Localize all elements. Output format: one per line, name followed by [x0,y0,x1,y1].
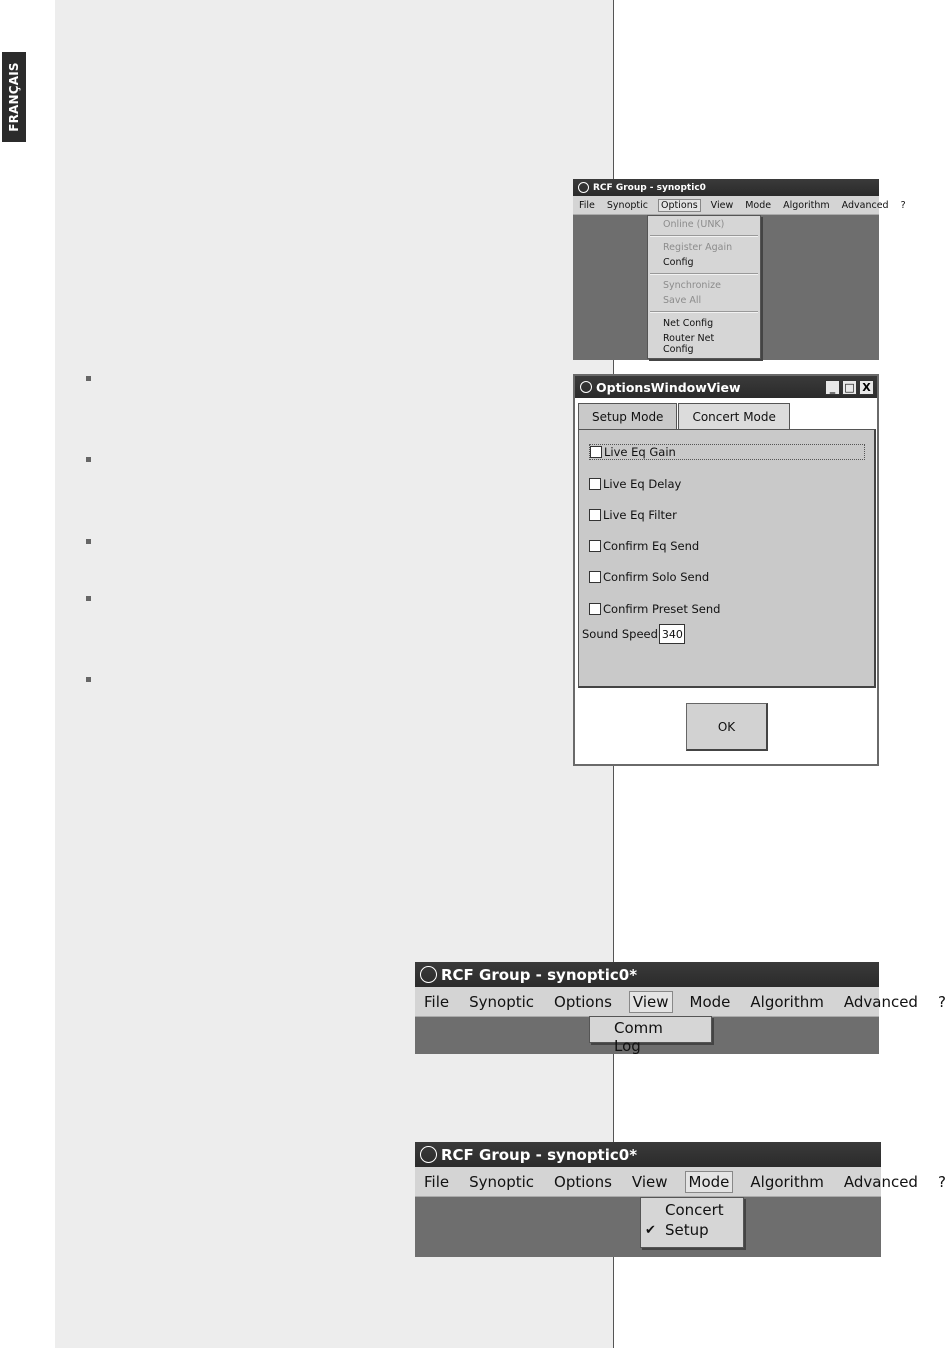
checkbox-label: Confirm Eq Send [603,539,700,553]
checkbox-label: Live Eq Delay [603,477,682,491]
maximize-button[interactable]: □ [842,380,857,395]
language-tab-label: FRANÇAIS [7,62,22,132]
menu-options[interactable]: Options [554,992,612,1011]
close-button[interactable]: X [859,380,874,395]
bullet-marker [86,457,91,462]
app-logo-icon [578,182,589,193]
checkbox-box[interactable] [590,446,602,458]
bullet-marker [86,596,91,601]
menu-synoptic[interactable]: Synoptic [469,1172,535,1191]
tab-setup-mode[interactable]: Setup Mode [578,403,677,430]
checkbox-confirm-preset-send[interactable] [589,601,720,617]
menu-item-label: Setup [665,1221,709,1239]
app-logo-icon [580,381,592,393]
menu-options[interactable]: Options [658,199,701,212]
menu-item-comm-log[interactable]: Comm Log [614,1019,663,1055]
checkmark-icon: ✔ [645,1222,656,1238]
menu-item-online: Online (UNK) [663,219,725,230]
menu-item-register-again: Register Again [663,242,733,253]
bullet-marker [86,539,91,544]
menu-item-config[interactable]: Config [663,257,694,268]
checkbox-confirm-eq-send[interactable] [589,538,699,554]
menu-help[interactable]: ? [900,199,906,211]
tab-strip [578,403,791,430]
window-controls [825,380,874,395]
menu-item-save-all: Save All [663,295,702,306]
menu-help[interactable]: ? [937,992,946,1011]
minimize-button[interactable]: _ [825,380,840,395]
menu-mode[interactable]: Mode [745,199,772,211]
menu-algorithm[interactable]: Algorithm [783,199,830,211]
view-menu-screenshot [415,962,946,1055]
menu-file[interactable]: File [424,1172,450,1191]
checkbox-label: Confirm Preset Send [603,602,721,616]
sound-speed-row [582,624,685,644]
checkbox-box[interactable] [589,509,601,521]
menu-view[interactable]: View [629,991,673,1013]
title-bar [415,962,879,987]
menu-mode[interactable]: Mode [689,992,731,1011]
setup-mode-panel [578,429,876,688]
window-title: RCF Group - synoptic0* [441,1145,638,1164]
menu-bar [573,196,906,215]
menu-advanced[interactable]: Advanced [843,1172,918,1191]
menu-bar [415,1167,946,1197]
checkbox-box[interactable] [589,603,601,615]
tab-concert-mode[interactable]: Concert Mode [678,403,789,430]
sound-speed-input[interactable]: 340 [659,624,685,644]
menu-synoptic[interactable]: Synoptic [469,992,535,1011]
menu-options[interactable]: Options [554,1172,612,1191]
mode-menu-screenshot [415,1142,946,1257]
app-logo-icon [420,1146,437,1163]
checkbox-live-eq-filter[interactable] [589,507,677,523]
window-title: RCF Group - synoptic0* [441,965,638,984]
language-tab [2,52,26,142]
title-bar [573,179,879,196]
options-window [573,374,879,766]
menu-item-net-config[interactable]: Net Config [663,318,714,329]
menu-help[interactable]: ? [937,1172,946,1191]
window-title: OptionsWindowView [596,379,741,395]
checkbox-box[interactable] [589,478,601,490]
menu-advanced[interactable]: Advanced [841,199,889,211]
checkbox-box[interactable] [589,571,601,583]
menu-item-router-net-config[interactable]: Router Net Config [663,333,715,355]
bullet-marker [86,677,91,682]
menu-mode[interactable]: Mode [685,1171,734,1193]
menu-item-synchronize: Synchronize [663,280,721,291]
menu-separator [650,311,758,313]
menu-advanced[interactable]: Advanced [843,992,918,1011]
checkbox-label: Live Eq Filter [603,508,677,522]
menu-separator [650,235,758,237]
view-dropdown [589,1016,712,1055]
menu-algorithm[interactable]: Algorithm [750,992,824,1011]
menu-item-setup[interactable] [641,1220,743,1240]
menu-algorithm[interactable]: Algorithm [750,1172,824,1191]
menu-view[interactable]: View [710,199,734,211]
title-bar [415,1142,881,1167]
menu-view[interactable]: View [631,1172,668,1191]
checkbox-live-eq-gain[interactable] [589,444,865,460]
checkbox-label: Live Eq Gain [604,445,676,459]
ok-button[interactable]: OK [686,703,768,751]
mode-dropdown [640,1197,744,1248]
title-bar [575,376,877,398]
checkbox-label: Confirm Solo Send [603,570,710,584]
sound-speed-label: Sound Speed [582,627,658,641]
checkbox-confirm-solo-send[interactable] [589,569,709,585]
options-menu-screenshot [573,179,906,360]
options-dropdown [647,215,761,359]
checkbox-live-eq-delay[interactable] [589,476,681,492]
menu-item-concert[interactable] [641,1200,743,1220]
menu-separator [650,273,758,275]
menu-file[interactable]: File [579,199,595,211]
app-logo-icon [420,966,437,983]
menu-bar [415,987,946,1017]
menu-file[interactable]: File [424,992,450,1011]
bullet-marker [86,376,91,381]
checkbox-box[interactable] [589,540,601,552]
menu-synoptic[interactable]: Synoptic [606,199,649,211]
menu-item-label: Concert [665,1201,724,1219]
window-title: RCF Group - synoptic0 [593,182,706,193]
